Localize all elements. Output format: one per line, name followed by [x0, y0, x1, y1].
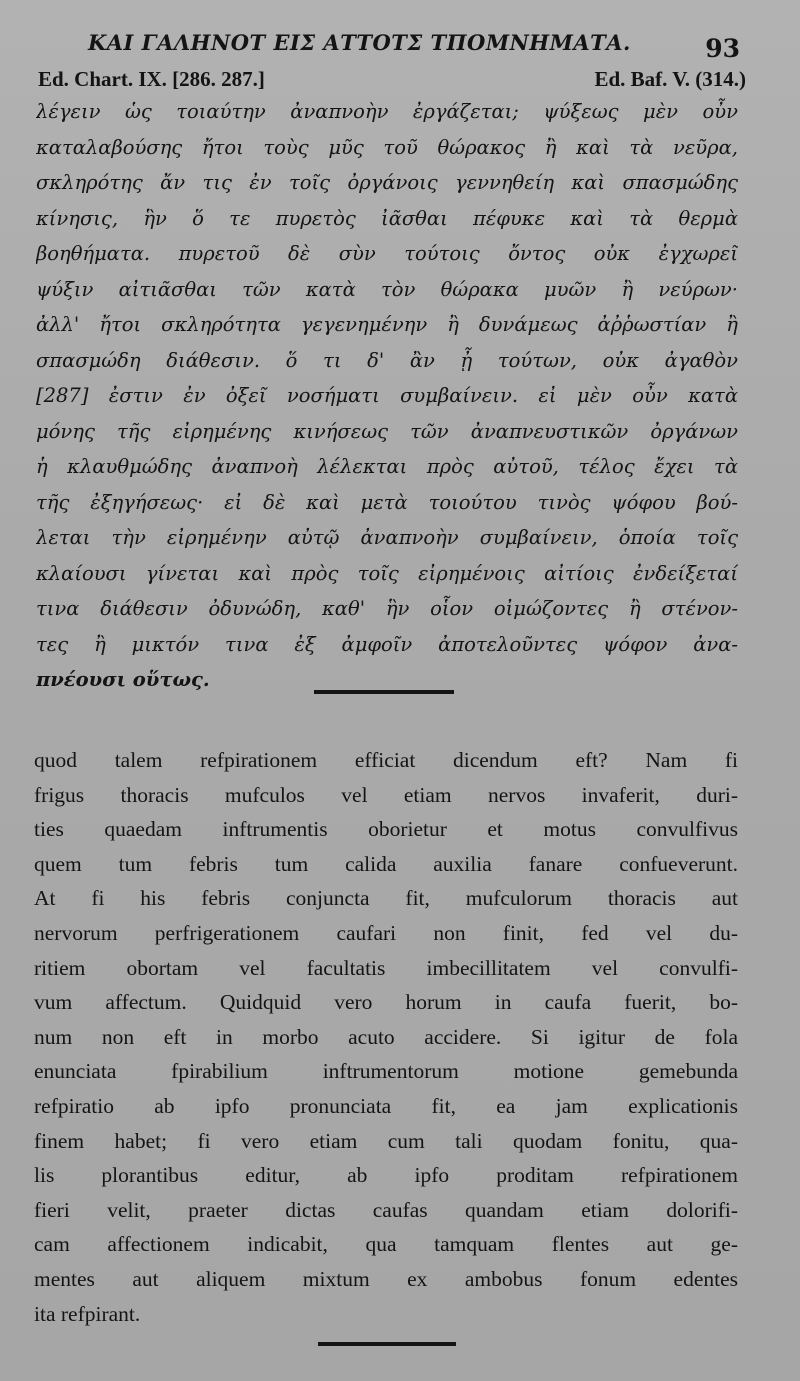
greek-text-block [36, 94, 738, 698]
latin-text-line: refpiratio ab ipfo pronunciata fit, ea jam explicationis [34, 1093, 738, 1118]
greek-text-line: λέγειν ὡς τοιαύτην ἀναπνοὴν ἐργάζεται; ψύξεως μὲν οὖν [36, 100, 738, 123]
edition-reference-basel: Ed. Baf. V. (314.) [594, 67, 746, 91]
latin-text-line: quod talem refpirationem efficiat dicendum eft? Nam fi [34, 748, 738, 772]
greek-text-line: βοηθήματα. πυρετοῦ δὲ σὺν τούτοις ὄντος οὐκ ἐγχωρεῖ [36, 242, 738, 265]
latin-text-line: fieri velit, praeter dictas caufas quandam etiam dolorifi- [34, 1197, 738, 1222]
greek-text-line: πνέουσι οὕτως. [36, 668, 210, 691]
greek-text-line: κλαίουσι γίνεται καὶ πρὸς τοῖς εἰρημένοις αἰτίοις ἐνδείξεταί [36, 561, 738, 585]
greek-text-line: σκληρότης ἄν τις ἐν τοῖς ὀργάνοις γεννηθείη καὶ σπασμώδης [36, 171, 738, 194]
section-divider [318, 1342, 456, 1346]
latin-text-line: cam affectionem indicabit, qua tamquam flentes aut ge- [34, 1232, 738, 1257]
greek-text-line: σπασμώδη διάθεσιν. ὅ τι δ' ἂν ᾖ τούτων, οὐκ ἀγαθὸν [36, 348, 738, 372]
latin-text-line: lis plorantibus editur, ab ipfo proditam refpirationem [34, 1163, 738, 1188]
edition-reference-line [38, 67, 746, 93]
latin-text-line: frigus thoracis mufculos vel etiam nervos invaferit, duri- [34, 782, 738, 807]
latin-text-block [34, 743, 738, 1331]
greek-text-line: τῆς ἐξηγήσεως· εἰ δὲ καὶ μετὰ τοιούτου τινὸς ψόφου βού- [36, 490, 738, 514]
running-title: ΚΑΙ ΓΑΛΗΝΟΤ ΕΙΣ ΑΤΤΟΤΣ ΤΠΟΜΝΗΜΑΤΑ. [88, 30, 631, 55]
latin-text-line: quem tum febris tum calida auxilia fanare confueverunt. [34, 851, 738, 876]
section-divider [314, 690, 454, 694]
greek-text-line: [287] ἐστιν ἐν ὀξεῖ νοσήματι συμβαίνειν. εἰ μὲν οὖν κατὰ [36, 384, 738, 407]
greek-text-line: τινα διάθεσιν ὀδυνώδη, καθ' ἣν οἷον οἰμώζοντες ἢ στένον- [36, 597, 738, 620]
greek-text-line: λεται τὴν εἰρημένην αὐτῷ ἀναπνοὴν συμβαίνειν, ὁποία τοῖς [36, 526, 738, 549]
greek-text-line: ψύξιν αἰτιᾶσθαι τῶν κατὰ τὸν θώρακα μυῶν ἢ νεύρων· [36, 277, 738, 301]
greek-text-line: κίνησις, ἣν ὅ τε πυρετὸς ἰᾶσθαι πέφυκε καὶ τὰ θερμὰ [36, 206, 738, 230]
latin-text-line: At fi his febris conjuncta fit, mufculorum thoracis aut [34, 886, 738, 911]
greek-text-line: καταλαβούσης ἤτοι τοὺς μῦς τοῦ θώρακος ἢ καὶ τὰ νεῦρα, [36, 135, 738, 159]
latin-text-line: ita refpirant. [34, 1301, 141, 1326]
greek-text-line: ἀλλ' ἤτοι σκληρότητα γεγενημένην ἢ δυνάμεως ἀῤῥωστίαν ἢ [36, 313, 738, 336]
latin-text-line: nervorum perfrigerationem caufari non finit, fed vel du- [34, 920, 738, 945]
latin-text-line: mentes aut aliquem mixtum ex ambobus fonum edentes [34, 1266, 738, 1291]
latin-text-line: ritiem obortam vel facultatis imbecillitatem vel convulfi- [34, 955, 738, 980]
greek-text-line: ἡ κλαυθμώδης ἀναπνοὴ λέλεκται πρὸς αὐτοῦ, τέλος ἔχει τὰ [36, 455, 738, 478]
latin-text-line: vum affectum. Quidquid vero horum in caufa fuerit, bo- [34, 990, 738, 1015]
latin-text-line: num non eft in morbo acuto accidere. Si igitur de fola [34, 1024, 738, 1049]
greek-text-line: τες ἢ μικτόν τινα ἐξ ἀμφοῖν ἀποτελοῦντες ψόφον ἀνα- [36, 632, 738, 656]
latin-text-line: enunciata fpirabilium inftrumentorum motione gemebunda [34, 1059, 738, 1084]
latin-text-line: finem habet; fi vero etiam cum tali quodam fonitu, qua- [34, 1128, 738, 1153]
latin-text-line: ties quaedam inftrumentis oborietur et motus convulfivus [34, 817, 738, 842]
edition-reference-chartier: Ed. Chart. IX. [286. 287.] [38, 67, 265, 91]
greek-text-line: μόνης τῆς εἰρημένης κινήσεως τῶν ἀναπνευστικῶν ὀργάνων [36, 419, 738, 443]
page-number: 93 [705, 34, 740, 63]
